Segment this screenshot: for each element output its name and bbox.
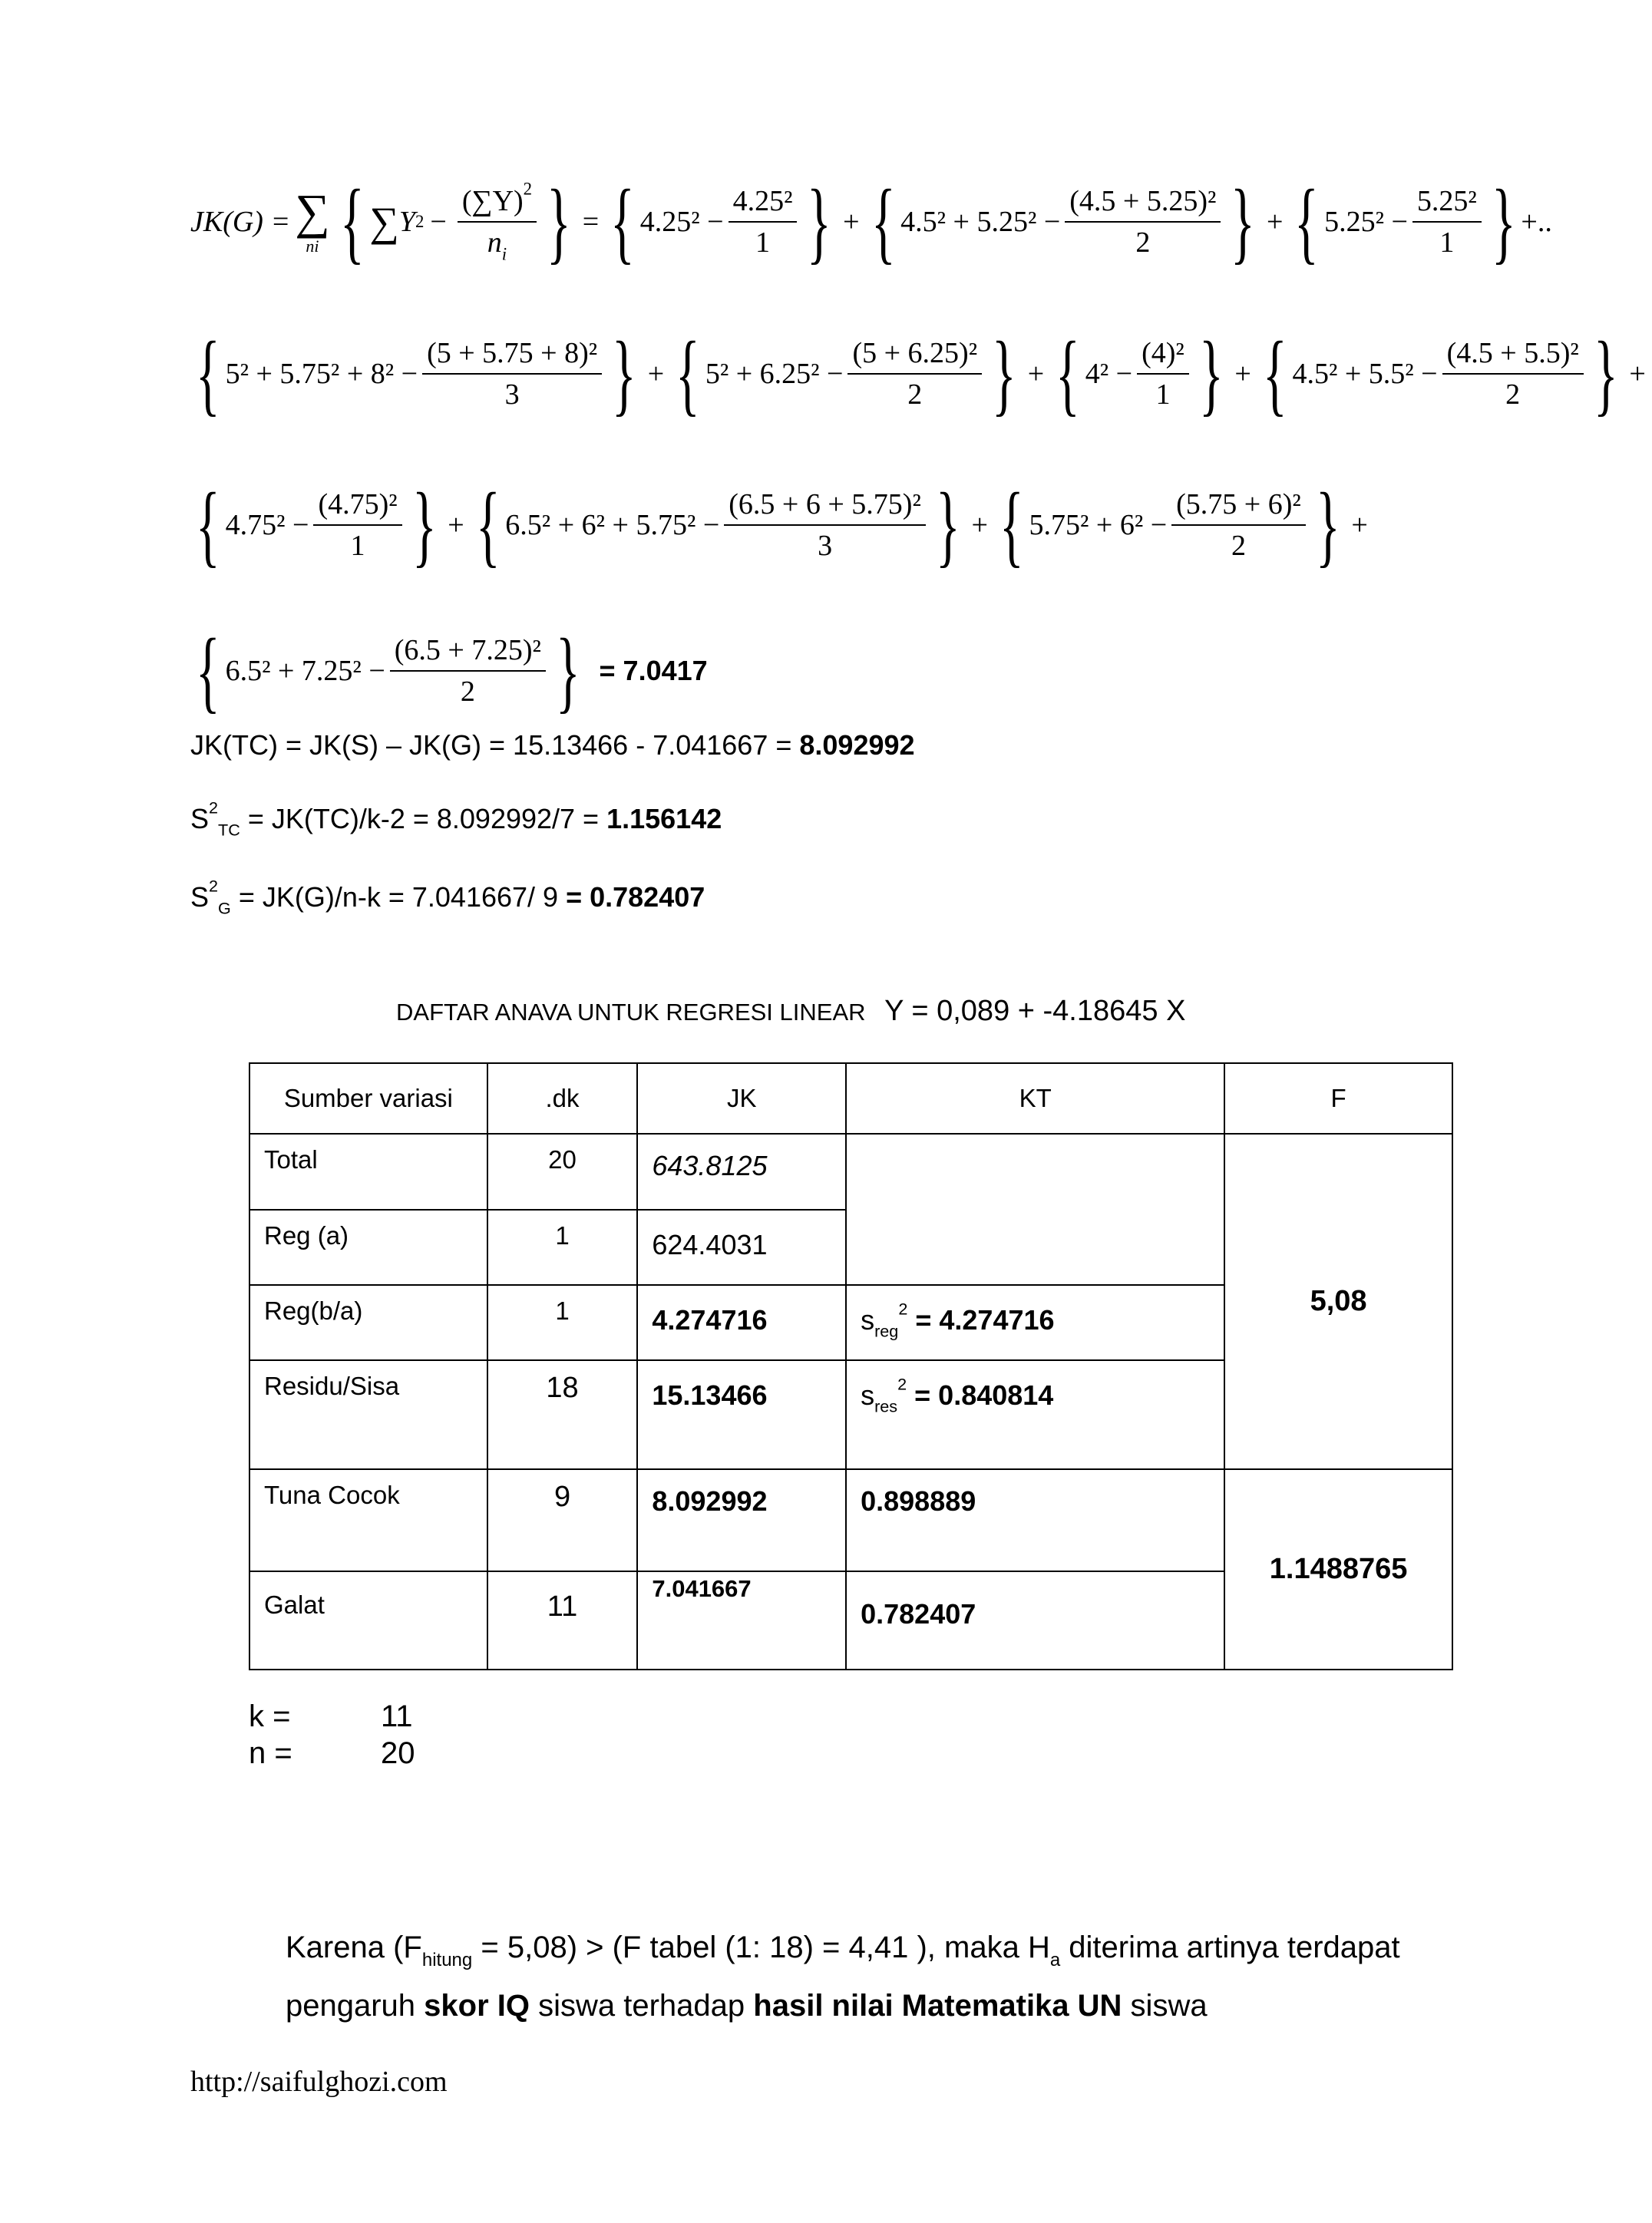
equation-row-3: { 4.75² − $\frac{\text{(4.75)²}}{1}$ } + { 6.5² + 6² + 5.75² − $\frac{\text{(6.5 + 6 + 5.75)²}}{3}$ } + { 5.75² + 6² − $\frac{\text{(5.75 + 6)²}}{2}$ } + <box>195 474 1368 576</box>
conclusion-line-1: Karena $(F_{hitung} = 5,08) > (F$ tabel (1: 18) = 4,41 ), maka $H_a$ diterima artinya terdapat <box>286 1931 1400 1970</box>
fraction: $\frac{\text{(5 + 5.75 + 8)²}}{3}$ <box>422 336 602 411</box>
s2g-line: $S^2_G = JK(G)/n-k = 7.041667/$ 9 = 0.782407 <box>190 876 705 918</box>
col-header-dk: .dk <box>487 1063 638 1134</box>
equation-row-4: { 6.5² + 7.25² − $\frac{\text{(6.5 + 7.25)²}}{2}$ } = 7.0417 <box>195 619 708 722</box>
table-row: Galat 11 7.041667 0.782407 <box>249 1571 1452 1670</box>
table-row: Total 20 643.8125 5,08 <box>249 1134 1452 1210</box>
col-header-f: F <box>1224 1063 1452 1134</box>
equation-lhs: JK(G) = <box>190 206 291 238</box>
fraction: $\frac{\text{(6.5 + 6 + 5.75)²}}{3}$ <box>724 487 926 563</box>
s2tc-line: $S^2_{TC} = JK(TC)/k-2 = 8.092992/7 = 1.156142$ <box>190 798 722 840</box>
footer-url[interactable]: http://saifulghozi.com <box>190 2066 448 2098</box>
param-k: k = 11 <box>249 1699 413 1733</box>
table-header-row <box>249 1063 1452 1134</box>
jktc-line: JK(TC) = JK(S) – JK(G) = 15.13466 - 7.041667 = 8.092992 <box>190 729 915 761</box>
equation-row-1: JK(G) = ∑ ni { ∑ Y 2 − $\frac{(\sum Y)^2}{n_i}$ } = { 4.25² − $\frac{\text{4.25²}}{1}$ } + { 4.5² + 5.25² − $\frac{\text{(4.5 + 5.25)²}}{2}$ } + { 5.25² − $\frac{\text{5.25²}}{1}$ } +.. <box>190 170 1552 273</box>
equation-result: = 7.0417 <box>599 655 708 686</box>
param-n: n = 20 <box>249 1736 415 1770</box>
sum-index: ni <box>306 236 319 256</box>
table-row: Residu/Sisa 18 15.13466 $s_{res}^2 = 0.840814$ <box>249 1360 1452 1469</box>
col-header-source: Sumber variasi <box>249 1063 487 1134</box>
anava-table <box>249 1062 1453 1670</box>
fraction: $\frac{\text{(6.5 + 7.25)²}}{2}$ <box>390 633 546 709</box>
fraction: $\frac{\text{(4.75)²}}{1}$ <box>313 487 401 563</box>
summation: ∑ ni <box>295 184 330 256</box>
fraction: $\frac{\text{(4.5 + 5.5)²}}{2}$ <box>1442 336 1584 411</box>
col-header-jk: JK <box>637 1063 846 1134</box>
fraction: $\frac{\text{(4)²}}{1}$ <box>1137 336 1189 411</box>
table-row: Reg (a) 1 624.4031 <box>249 1210 1452 1285</box>
table-title: DAFTAR ANAVA UNTUK REGRESI LINEAR Y = 0,089 + -4.18645 X <box>396 995 1186 1027</box>
kt-empty-cell <box>846 1134 1224 1285</box>
f-regression: 5,08 <box>1224 1134 1452 1469</box>
regression-equation: Y = 0,089 + -4.18645 X <box>884 995 1186 1027</box>
fraction: $\frac{\text{4.25²}}{1}$ <box>729 184 798 259</box>
general-fraction: $\frac{(\sum Y)^2}{n_i}$ <box>458 184 537 259</box>
col-header-kt: KT <box>846 1063 1224 1134</box>
fraction: $\frac{\text{5.25²}}{1}$ <box>1412 184 1482 259</box>
table-row: Reg(b/a) 1 4.274716 $s_{reg}^2 = 4.274716$ <box>249 1285 1452 1360</box>
f-tuna-cocok: 1.1488765 <box>1224 1469 1452 1670</box>
conclusion-line-2: pengaruh skor IQ siswa terhadap hasil nilai Matematika UN siswa <box>286 1989 1208 2023</box>
fraction: $\frac{\text{(5 + 6.25)²}}{2}$ <box>847 336 982 411</box>
table-row: Tuna Cocok 9 8.092992 0.898889 1.1488765 <box>249 1469 1452 1571</box>
equation-row-2: { 5² + 5.75² + 8² − $\frac{\text{(5 + 5.75 + 8)²}}{3}$ } + { 5² + 6.25² − $\frac{\text{(5 + 6.25)²}}{2}$ } + { 4² − $\frac{\text{(4)²}}{1}$ } + { 4.5² + 5.5² − $\frac{\text{(4.5 + 5.5)²}}{2}$ } + <box>195 322 1646 424</box>
fraction: $\frac{\text{(4.5 + 5.25)²}}{2}$ <box>1065 184 1221 259</box>
fraction: $\frac{\text{(5.75 + 6)²}}{2}$ <box>1171 487 1306 563</box>
